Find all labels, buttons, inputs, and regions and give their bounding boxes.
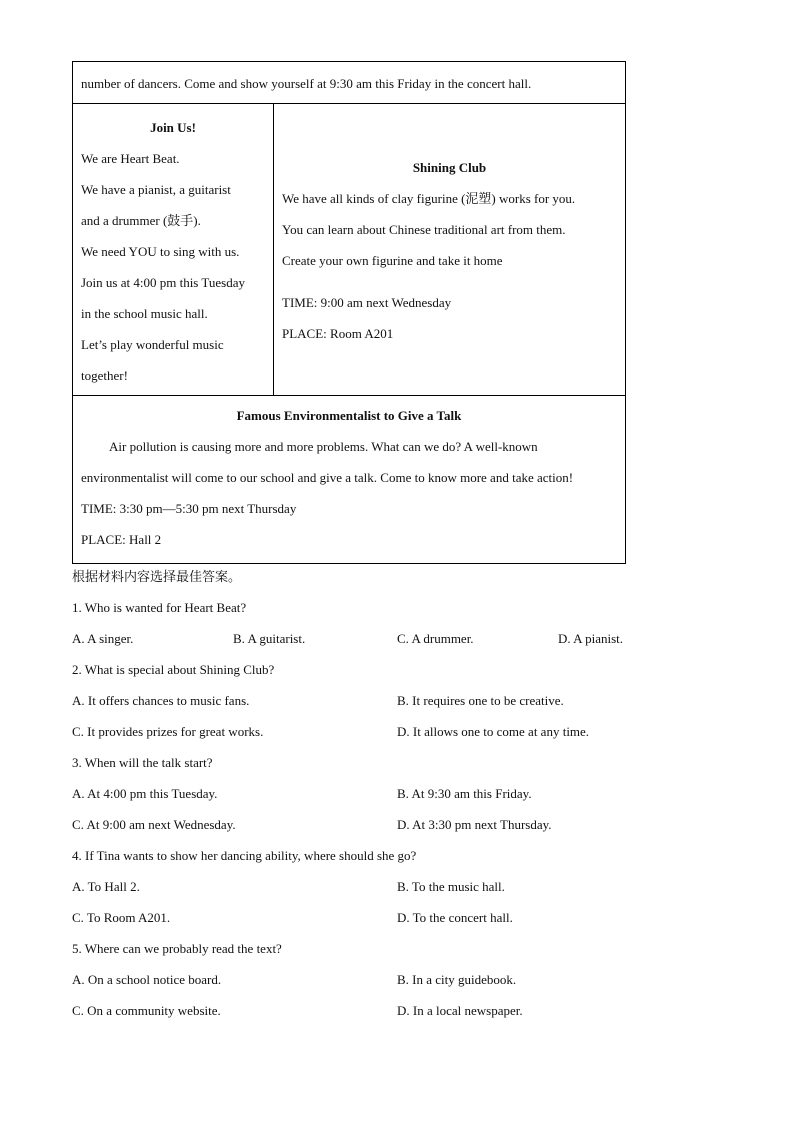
question-5: 5. Where can we probably read the text?	[72, 941, 282, 956]
shining-club-line: We have all kinds of clay figurine (泥塑) works for you.	[282, 191, 576, 206]
q3-options-row1	[72, 778, 672, 809]
question-3: 3. When will the talk start?	[72, 755, 213, 770]
q1-option-a[interactable]: A. A singer.	[72, 631, 134, 646]
q4-options-row1	[72, 871, 672, 902]
talk-cell	[73, 396, 625, 563]
talk-paragraph-line: environmentalist will come to our school and give a talk. Come to know more and take action!	[81, 470, 574, 485]
q4-option-c[interactable]: C. To Room A201.	[72, 910, 171, 925]
q5-option-d[interactable]: D. In a local newspaper.	[397, 1003, 523, 1018]
q2-option-b[interactable]: B. It requires one to be creative.	[397, 693, 564, 708]
q3-option-b[interactable]: B. At 9:30 am this Friday.	[397, 786, 532, 801]
heart-beat-cell	[73, 104, 274, 395]
q2-options-row2	[72, 716, 672, 747]
heart-beat-line: Join us at 4:00 pm this Tuesday	[81, 275, 245, 290]
q3-option-c[interactable]: C. At 9:00 am next Wednesday.	[72, 817, 236, 832]
q3-option-a[interactable]: A. At 4:00 pm this Tuesday.	[72, 786, 218, 801]
q4-option-b[interactable]: B. To the music hall.	[397, 879, 505, 894]
q2-options-row1	[72, 685, 672, 716]
q4-option-d[interactable]: D. To the concert hall.	[397, 910, 513, 925]
q5-option-a[interactable]: A. On a school notice board.	[72, 972, 222, 987]
q2-option-d[interactable]: D. It allows one to come at any time.	[397, 724, 590, 739]
notice-table	[72, 61, 626, 564]
shining-club-place: PLACE: Room A201	[282, 326, 394, 341]
heart-beat-line: together!	[81, 368, 128, 383]
top-text: number of dancers. Come and show yourself at 9:30 am this Friday in the concert hall.	[81, 76, 532, 91]
q5-options-row2	[72, 995, 672, 1026]
q1-option-d[interactable]: D. A pianist.	[558, 631, 624, 646]
q1-options	[72, 623, 672, 654]
talk-title: Famous Environmentalist to Give a Talk	[236, 408, 462, 423]
q1-option-c[interactable]: C. A drummer.	[397, 631, 474, 646]
q3-option-d[interactable]: D. At 3:30 pm next Thursday.	[397, 817, 552, 832]
instruction: 根据材料内容选择最佳答案。	[72, 569, 242, 584]
q2-option-c[interactable]: C. It provides prizes for great works.	[72, 724, 264, 739]
q3-options-row2	[72, 809, 672, 840]
q4-options-row2	[72, 902, 672, 933]
heart-beat-title: Join Us!	[150, 120, 196, 135]
talk-time: TIME: 3:30 pm—5:30 pm next Thursday	[81, 501, 297, 516]
talk-place: PLACE: Hall 2	[81, 532, 162, 547]
talk-paragraph-line: Air pollution is causing more and more problems. What can we do? A well-known	[109, 439, 538, 454]
question-4: 4. If Tina wants to show her dancing ability, where should she go?	[72, 848, 417, 863]
shining-club-cell	[274, 104, 625, 395]
q4-option-a[interactable]: A. To Hall 2.	[72, 879, 140, 894]
question-2: 2. What is special about Shining Club?	[72, 662, 275, 677]
question-section	[72, 562, 672, 1026]
shining-club-time: TIME: 9:00 am next Wednesday	[282, 295, 452, 310]
spacer	[282, 276, 625, 287]
heart-beat-line: We are Heart Beat.	[81, 151, 180, 166]
q5-options-row1	[72, 964, 672, 995]
table-top-row	[73, 62, 625, 104]
heart-beat-line: We need YOU to sing with us.	[81, 244, 240, 259]
question-1: 1. Who is wanted for Heart Beat?	[72, 600, 247, 615]
q5-option-b[interactable]: B. In a city guidebook.	[397, 972, 517, 987]
heart-beat-line: We have a pianist, a guitarist	[81, 182, 231, 197]
q1-option-b[interactable]: B. A guitarist.	[233, 631, 306, 646]
shining-club-title: Shining Club	[412, 160, 487, 175]
heart-beat-line: in the school music hall.	[81, 306, 208, 321]
q2-option-a[interactable]: A. It offers chances to music fans.	[72, 693, 250, 708]
heart-beat-line: Let’s play wonderful music	[81, 337, 224, 352]
heart-beat-line: and a drummer (鼓手).	[81, 213, 201, 228]
shining-club-line: Create your own figurine and take it home	[282, 253, 503, 268]
table-middle-row	[73, 104, 625, 396]
shining-club-line: You can learn about Chinese traditional art from them.	[282, 222, 566, 237]
q5-option-c[interactable]: C. On a community website.	[72, 1003, 221, 1018]
